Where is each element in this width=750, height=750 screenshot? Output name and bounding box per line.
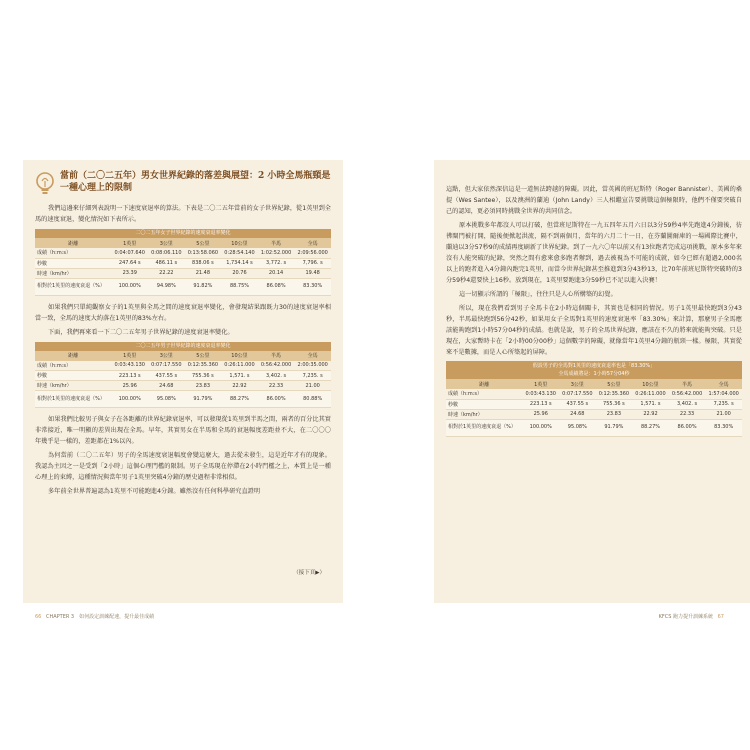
table-cell: 25.96 (522, 409, 559, 419)
table-cell: 0:07:17.550 (559, 389, 596, 399)
table-cell: 21.48 (185, 268, 222, 278)
table-cell: 7,796. s (294, 258, 331, 268)
table-cell: 94.98% (148, 278, 185, 295)
chapter-label: CHAPTER 3 如何設定訓練配速，提升最佳成績 (45, 614, 155, 620)
table-header: 1英里 (522, 379, 559, 389)
table-cell: 相對於1英里的速度衰退（%） (35, 391, 111, 408)
projected-mens-table (446, 379, 742, 437)
table-cell: 437.55 s (148, 371, 185, 381)
table-cell: 7,235. s (705, 399, 742, 409)
table-header: 全馬 (294, 351, 331, 361)
table-cell: 86.00% (258, 391, 295, 408)
table-cell: 21.00 (705, 409, 742, 419)
table-header: 距離 (35, 351, 111, 361)
table-caption: 二〇二五年男子世界紀錄的速度衰退率變化 (35, 342, 331, 351)
paragraph: 多年前全世界普遍認為1英里不可能跑進4分鐘。雖然沒有任何科學研究直證明 (48, 488, 261, 495)
book-title: KFCS 跑力提升訓練系統 (658, 614, 714, 620)
table-cell: 83.30% (705, 419, 742, 436)
table-cell: 3,402. s (669, 399, 706, 409)
caption-line: 假設男子的全馬對1英里的速度衰退率也是「83.30%」 (532, 363, 656, 369)
table-header: 1英里 (111, 238, 148, 248)
table-cell: 100.00% (111, 278, 148, 295)
table-header: 3公里 (148, 351, 185, 361)
paragraph: 如果我們比較男子與女子在各距離的世界紀錄衰退率，可以發現從1英里到半馬之間，兩者的百分比其實非常接近，唯一明顯的差異出現在全馬。早年，其實男女在半馬和全馬的衰退幅度差距並不大，在二〇〇〇年幾乎是一樣的，差距都在1%以內。 (35, 416, 331, 445)
table-cell: 22.33 (258, 381, 295, 391)
table-header: 3公里 (559, 379, 596, 389)
table-header: 半馬 (258, 351, 295, 361)
table-cell: 0:07:17.550 (148, 361, 185, 371)
table-cell: 22.22 (148, 268, 185, 278)
table-cell: 2:09:56.000 (294, 248, 331, 258)
table-cell: 0:04:07.640 (111, 248, 148, 258)
page-number: 67 (717, 614, 724, 620)
table-cell: 秒數 (35, 258, 111, 268)
table-cell: 相對於1英里的速度衰退（%） (446, 419, 522, 436)
table-cell: 22.92 (632, 409, 669, 419)
table-row (35, 391, 331, 408)
paragraph: 為何當前（二〇二五年）男子的全馬速度衰退幅度會變這麼大，過去從未發生，這是近年才有的現象。我認為主因之一是受到「2小時」這個心理門檻的限制。男子全馬現在停滯在2小時門檻之上，本質上是一種心理上的束縛，這種情況與當年男子1英里突破4分鐘的歷史過程非常相似。 (35, 452, 331, 481)
section-title: 當前（二〇二五年）男女世界紀錄的落差與展望：2 小時全馬瓶頸是一種心理上的限制 (60, 171, 331, 193)
table-header: 5公里 (185, 238, 222, 248)
table-header: 全馬 (705, 379, 742, 389)
lightbulb-icon (35, 171, 55, 195)
section-header (35, 170, 331, 195)
table-cell: 91.79% (185, 391, 222, 408)
table-cell: 95.08% (148, 391, 185, 408)
table-cell: 755.36 s (185, 371, 222, 381)
table-cell: 91.79% (596, 419, 633, 436)
table-cell: 0:12:35.360 (596, 389, 633, 399)
table-cell: 100.00% (111, 391, 148, 408)
table-caption (446, 361, 742, 379)
table-cell: 838.06 s (185, 258, 222, 268)
table-header: 5公里 (185, 351, 222, 361)
table-cell: 時速（km/hr） (446, 409, 522, 419)
table-cell: 秒數 (35, 371, 111, 381)
table-cell: 0:03:43.130 (111, 361, 148, 371)
paragraph: 下面，我們再來看一下二〇二五年男子世界紀錄的速度衰退率變化。 (48, 328, 234, 336)
table-header-row (35, 351, 331, 361)
table-cell: 95.08% (559, 419, 596, 436)
table-cell: 25.96 (111, 381, 148, 391)
page-number: 66 (35, 614, 42, 620)
paragraph: 這點，但大家依然深信這是一道無法跨越的障礙。因此，當英國的班尼斯特（Roger Bannister）、美國的桑提（Wes Santee），以及澳洲的蘭迪（John Landy）三人相繼宣告要挑戰這個極限時，他們不僅要突破自己的認知，更必須同時挑戰全世界的共同信念。 (446, 186, 742, 215)
table-cell: 21.00 (294, 381, 331, 391)
table-header: 半馬 (258, 238, 295, 248)
table-cell: 86.00% (669, 419, 706, 436)
table-row (35, 278, 331, 295)
table-cell: 755.36 s (596, 399, 633, 409)
table-row (446, 409, 742, 419)
paragraph: 我們這邊來仔細列表說明一下速度衰退率的算法。下表是二〇二五年當前的女子世界紀錄，從1英里到全馬的速度衰退，變化情況如下表所示。 (35, 205, 331, 223)
table-cell: 24.68 (559, 409, 596, 419)
table-cell: 0:26:11.000 (221, 361, 258, 371)
mens-record-table (35, 342, 331, 409)
table-cell: 0:13:58.060 (185, 248, 222, 258)
table-cell: 時速（km/hr） (35, 268, 111, 278)
table-row (35, 361, 331, 371)
table-header: 全馬 (294, 238, 331, 248)
table-cell: 86.08% (258, 278, 295, 295)
table-row (446, 419, 742, 436)
table-cell: 0:26:11.000 (632, 389, 669, 399)
paragraph: 這一切顯示所謂的「極限」，往往只是人心所構築的幻覺。 (459, 291, 617, 298)
table-header: 距離 (35, 238, 111, 248)
table-cell: 88.27% (221, 391, 258, 408)
table-header-row (35, 238, 331, 248)
table-header: 3公里 (148, 238, 185, 248)
table-cell: 2:00:35.000 (294, 361, 331, 371)
paragraph: 原本挑戰多年都沒人可以打破，但當班尼斯特在一九五四年五月六日以3分59秒4率先跑進4分鐘後，彷彿閘門被打開，隨後便掀起洪流，隔不到兩個月，當年的六月二十一日，在芬蘭圖爾庫的一場國際比賽中，蘭迪以3分57秒9的成績再度刷新了世界紀錄。到了一九六〇年以前又有13位跑者完成這項挑戰，原本多年來沒有人能突破的紀錄，突然之間有愈來愈多跑者辦到，過去被視為不可能的成就，如今已經有超過2,000名以上的跑者進入4分鐘內跑完1英里，而當今世界紀錄甚至推進到3分43秒13，比70年前班尼斯特突破時的3分59秒4還要快上16秒。放到現在，1英里要跑進3分59秒已不足以進入決賽！ (446, 222, 742, 284)
table-cell: 88.75% (221, 278, 258, 295)
table-cell: 100.00% (522, 419, 559, 436)
table-cell: 91.82% (185, 278, 222, 295)
table-cell: 相對於1英里的速度衰退（%） (35, 278, 111, 295)
paragraph: 所以，現在我們看到男子全馬卡在2小時這個關卡，其實也是相同的情況。男子1英里最快跑到3分43秒，半馬最快跑到56分42秒，如果用女子全馬對1英里的速度衰退率「83.30%」來計算，那麼男子全馬應該能夠跑到1小時57分04秒的成績。也就是說，男子的全馬世界紀錄，應該在不久的將來就能夠突破。只是現在，大家暫時卡在「2小時00分00秒」這個數字的障礙，就像當年1英里4分鐘的瓶頸一樣。極限，其實從來不是數據，而是人心所築起的屏障。 (446, 305, 742, 356)
table-cell: 24.68 (148, 381, 185, 391)
table-cell: 88.27% (632, 419, 669, 436)
table-header: 半馬 (669, 379, 706, 389)
table-cell: 0:08:06.110 (148, 248, 185, 258)
table-cell: 83.30% (294, 278, 331, 295)
table-header: 1英里 (111, 351, 148, 361)
table-cell: 437.55 s (559, 399, 596, 409)
table-cell: 1,571. s (221, 371, 258, 381)
table-row (35, 268, 331, 278)
table-cell: 20.14 (258, 268, 295, 278)
table-cell: 247.64 s (111, 258, 148, 268)
table-cell: 22.33 (669, 409, 706, 419)
table-cell: 1:02:52.000 (258, 248, 295, 258)
table-row (35, 248, 331, 258)
table-row (35, 258, 331, 268)
table-row (35, 371, 331, 381)
table-cell: 3,402. s (258, 371, 295, 381)
table-cell: 486.11 s (148, 258, 185, 268)
caption-line: 全馬成績將是：1小時57分04秒 (558, 371, 630, 377)
table-cell: 0:56:42.000 (258, 361, 295, 371)
table-cell: 19.48 (294, 268, 331, 278)
table-cell: 1:57:04.000 (705, 389, 742, 399)
table-cell: 0:56:42.000 (669, 389, 706, 399)
table-cell: 20.76 (221, 268, 258, 278)
table-row (35, 381, 331, 391)
paragraph: 如果我們只單純觀察女子的1英里與全馬之間的速度衰退率變化，會發現結果跟既力30的速度衰退率相當一致，全馬的速度大約落在1英里的83%左右。 (35, 303, 331, 322)
table-cell: 23.83 (596, 409, 633, 419)
left-page (23, 160, 343, 603)
table-cell: 成績（h:m:s） (446, 389, 522, 399)
table-header: 10公里 (221, 238, 258, 248)
table-header: 10公里 (221, 351, 258, 361)
table-row (446, 399, 742, 409)
table-cell: 7,235. s (294, 371, 331, 381)
left-footer (32, 613, 154, 620)
table-header: 10公里 (632, 379, 669, 389)
table-header: 距離 (446, 379, 522, 389)
table-cell: 1,571. s (632, 399, 669, 409)
table-cell: 0:03:43.130 (522, 389, 559, 399)
table-cell: 3,772. s (258, 258, 295, 268)
table-cell: 1,734.14 s (221, 258, 258, 268)
table-cell: 時速（km/hr） (35, 381, 111, 391)
table-cell: 0:12:35.360 (185, 361, 222, 371)
table-cell: 0:28:54.140 (221, 248, 258, 258)
table-header-row (446, 379, 742, 389)
continue-label: （接下頁▶） (293, 570, 325, 576)
table-cell: 23.83 (185, 381, 222, 391)
table-caption: 二〇二五年女子世界紀錄的速度衰退率變化 (35, 229, 331, 238)
table-cell: 23.39 (111, 268, 148, 278)
table-cell: 成績（h:m:s） (35, 361, 111, 371)
womens-record-table (35, 229, 331, 296)
table-cell: 223.13 s (111, 371, 148, 381)
table-cell: 223.13 s (522, 399, 559, 409)
right-footer (659, 613, 727, 620)
table-cell: 22.92 (221, 381, 258, 391)
table-header: 5公里 (596, 379, 633, 389)
table-cell: 80.88% (294, 391, 331, 408)
table-cell: 秒數 (446, 399, 522, 409)
right-page (434, 160, 750, 603)
table-cell: 成績（h:m:s） (35, 248, 111, 258)
table-row (446, 389, 742, 399)
